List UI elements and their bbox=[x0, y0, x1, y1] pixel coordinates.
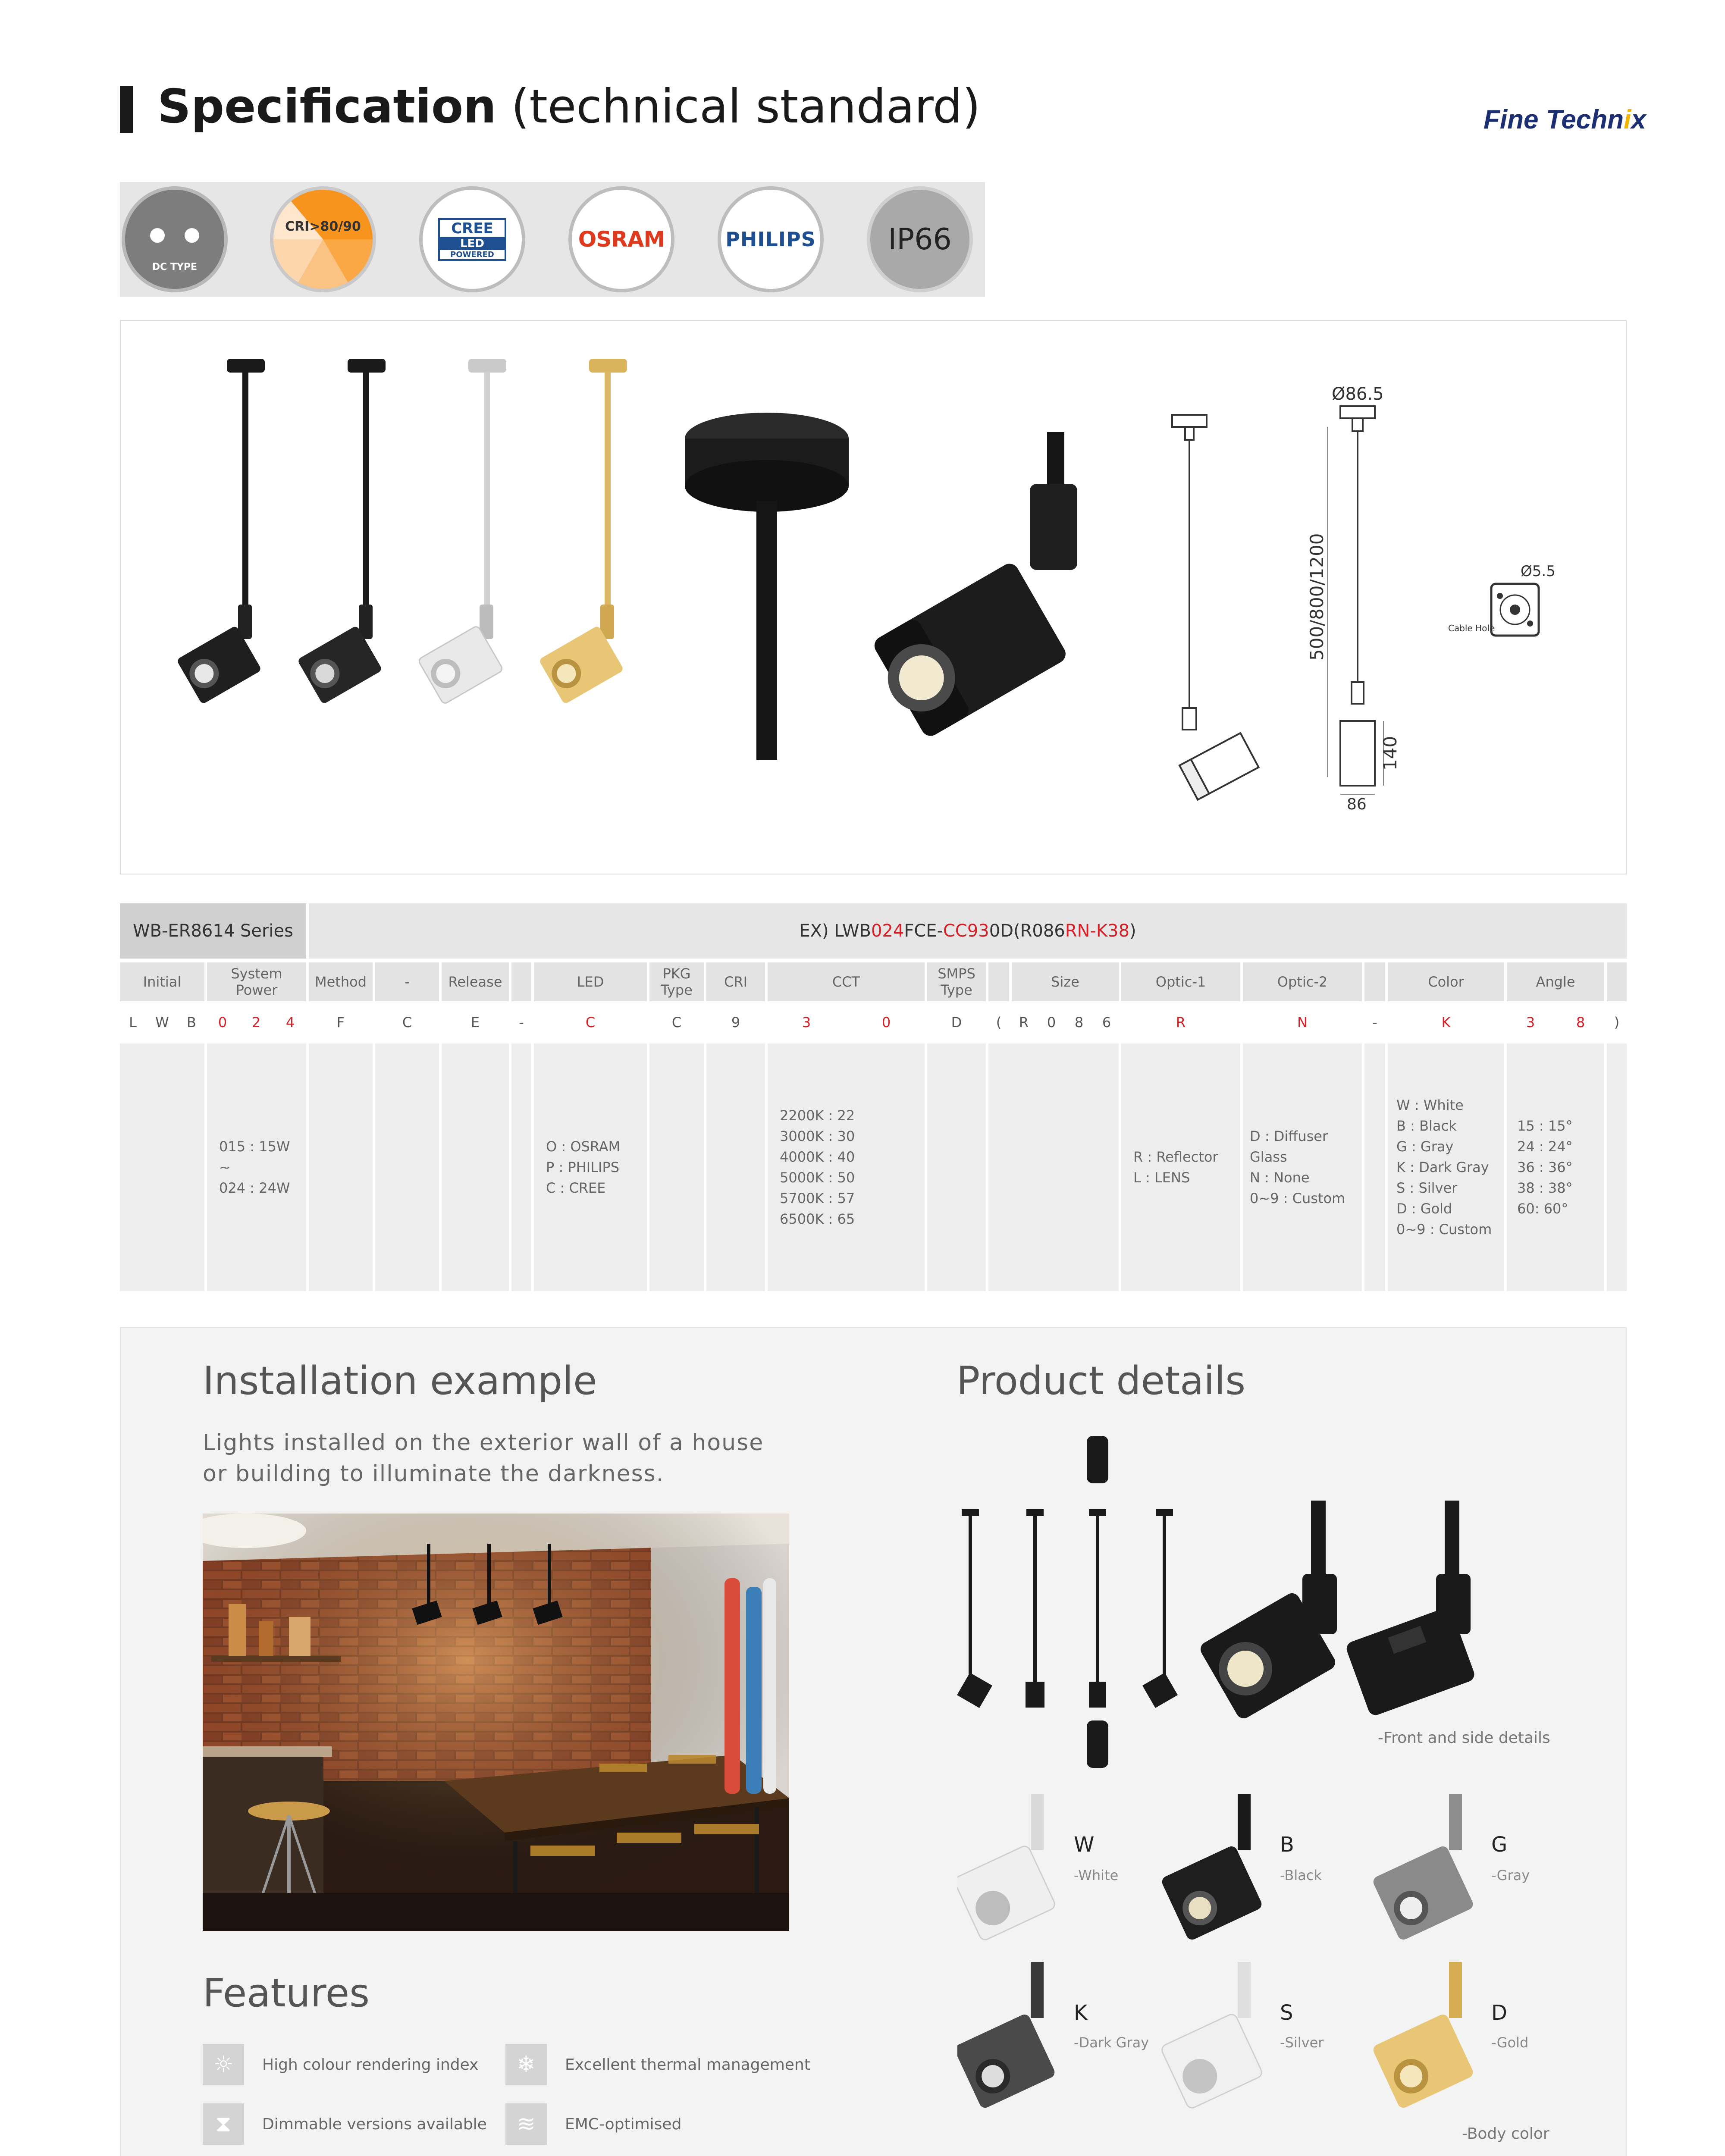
product-illustrations bbox=[120, 320, 1627, 874]
code-led: C bbox=[534, 1004, 647, 1041]
page-title: Specification (technical standard) bbox=[157, 80, 981, 134]
code-cri: 9 bbox=[706, 1004, 765, 1041]
head-silver bbox=[1160, 1962, 1264, 2110]
detail-pkg-type bbox=[649, 1044, 704, 1291]
color-letter-d: D bbox=[1491, 2001, 1507, 2025]
header-angle: Angle bbox=[1507, 962, 1604, 1001]
code-size-3: 8 bbox=[1067, 1004, 1091, 1041]
pendant-silver bbox=[418, 359, 506, 705]
code-pkg-type: C bbox=[649, 1004, 704, 1041]
code-initial-2: W bbox=[149, 1004, 175, 1041]
detail-release bbox=[442, 1044, 509, 1291]
brand-logo: Fine Technix bbox=[1484, 105, 1646, 135]
waveform-icon: ≋ bbox=[505, 2103, 547, 2145]
length-label: 500/800/1200 bbox=[1306, 533, 1327, 661]
color-name-s: -Silver bbox=[1280, 2034, 1324, 2051]
dimmer-icon: ⧗ bbox=[203, 2103, 244, 2145]
code-paren-close: ) bbox=[1607, 1004, 1627, 1041]
code-release: E bbox=[442, 1004, 509, 1041]
detail-optic-1: R : Reflector L : LENS bbox=[1121, 1044, 1240, 1291]
product-details-title: Product details bbox=[957, 1358, 1246, 1404]
title-accent-bar bbox=[120, 86, 133, 133]
head-black bbox=[1160, 1794, 1264, 1942]
header-release: Release bbox=[442, 962, 509, 1001]
code-size-4: 6 bbox=[1095, 1004, 1119, 1041]
line-drawing-side bbox=[1172, 415, 1259, 800]
header-initial: Initial bbox=[120, 962, 204, 1001]
ip66-badge: IP66 bbox=[867, 186, 973, 292]
base-plate-drawing bbox=[1491, 584, 1539, 636]
thermometer-icon: ❄ bbox=[505, 2044, 547, 2085]
head-gold bbox=[1371, 1962, 1475, 2110]
color-letter-w: W bbox=[1074, 1833, 1095, 1857]
hole-diameter-label: Ø5.5 bbox=[1521, 563, 1556, 580]
code-cct-1: 3 bbox=[768, 1004, 845, 1041]
certification-badges bbox=[120, 182, 985, 297]
header-led: LED bbox=[534, 962, 647, 1001]
header-smps-type: SMPS Type bbox=[927, 962, 986, 1001]
color-letter-b: B bbox=[1280, 1833, 1294, 1857]
installation-title: Installation example bbox=[203, 1358, 597, 1404]
feature-cri: ☼ High colour rendering index bbox=[203, 2044, 478, 2085]
code-initial-3: B bbox=[179, 1004, 204, 1041]
installation-description: Lights installed on the exterior wall of a house or building to illuminate the darkness. bbox=[203, 1430, 764, 1487]
code-separator-1: - bbox=[511, 1004, 531, 1041]
front-side-caption: -Front and side details bbox=[1378, 1729, 1550, 1747]
color-name-w: -White bbox=[1074, 1867, 1119, 1883]
code-paren-open: ( bbox=[988, 1004, 1009, 1041]
code-optic-1: R bbox=[1121, 1004, 1240, 1041]
code-dash: C bbox=[375, 1004, 439, 1041]
header-method: Method bbox=[309, 962, 373, 1001]
philips-badge: PHILIPS bbox=[718, 186, 824, 292]
feature-dimmable: ⧗ Dimmable versions available bbox=[203, 2103, 487, 2145]
series-name: WB-ER8614 Series bbox=[120, 903, 306, 959]
canopy-closeup bbox=[685, 413, 849, 760]
pendant-black-1 bbox=[176, 359, 265, 705]
detail-initial bbox=[120, 1044, 204, 1291]
body-color-caption: -Body color bbox=[1462, 2125, 1549, 2143]
detail-angle: 15 : 15° 24 : 24° 36 : 36° 38 : 38° 60: 60° bbox=[1507, 1044, 1604, 1291]
pendant-black-2 bbox=[297, 359, 386, 705]
dc-type-badge: DC TYPE bbox=[122, 186, 228, 292]
code-power-2: 2 bbox=[241, 1004, 272, 1041]
head-height-label: 140 bbox=[1380, 736, 1401, 771]
pendant-gold bbox=[539, 359, 627, 705]
head-gray bbox=[1371, 1794, 1475, 1942]
head-width-label: 86 bbox=[1347, 796, 1367, 813]
code-smps-type: D bbox=[927, 1004, 986, 1041]
detail-dash bbox=[375, 1044, 439, 1291]
code-size-2: 0 bbox=[1039, 1004, 1063, 1041]
code-method: F bbox=[309, 1004, 373, 1041]
header-size: Size bbox=[1012, 962, 1119, 1001]
detail-cri bbox=[706, 1044, 765, 1291]
feature-thermal: ❄ Excellent thermal management bbox=[505, 2044, 810, 2085]
cri-badge: CRI>80/90 bbox=[270, 186, 376, 292]
color-name-g: -Gray bbox=[1491, 1867, 1530, 1883]
detail-led: O : OSRAM P : PHILIPS C : CREE bbox=[534, 1044, 647, 1291]
color-name-b: -Black bbox=[1280, 1867, 1322, 1883]
detail-spacer-4 bbox=[1607, 1044, 1627, 1291]
detail-color: W : White B : Black G : Gray K : Dark Gray S : Silver D : Gold 0~9 : Custom bbox=[1388, 1044, 1504, 1291]
code-power-1: 0 bbox=[207, 1004, 238, 1041]
color-name-k: -Dark Gray bbox=[1074, 2034, 1149, 2051]
header-dash: - bbox=[375, 962, 439, 1001]
code-color: K bbox=[1388, 1004, 1504, 1041]
cable-hole-label: Cable Hole bbox=[1448, 623, 1495, 633]
installation-photo bbox=[203, 1514, 789, 1931]
color-name-d: -Gold bbox=[1491, 2034, 1529, 2051]
feature-emc: ≋ EMC-optimised bbox=[505, 2103, 681, 2145]
color-letter-g: G bbox=[1491, 1833, 1508, 1857]
header-system-power: System Power bbox=[207, 962, 306, 1001]
color-letter-s: S bbox=[1280, 2001, 1293, 2025]
order-code-example: EX) LWB 024 FCE- CC 93 0 D(R086 RN-K38 ) bbox=[309, 903, 1627, 959]
header-optic-1: Optic-1 bbox=[1121, 962, 1240, 1001]
code-angle-2: 8 bbox=[1557, 1004, 1604, 1041]
line-drawing-dimensioned bbox=[1327, 406, 1383, 794]
header-optic-2: Optic-2 bbox=[1243, 962, 1362, 1001]
detail-cct: 2200K : 22 3000K : 30 4000K : 40 5000K : 50 5700K : 57 6500K : 65 bbox=[768, 1044, 925, 1291]
head-dark-gray bbox=[957, 1962, 1057, 2110]
color-letter-k: K bbox=[1074, 2001, 1088, 2025]
code-separator-2: - bbox=[1364, 1004, 1385, 1041]
detail-smps-type bbox=[927, 1044, 986, 1291]
detail-spacer-3 bbox=[1364, 1044, 1385, 1291]
header-spacer-1 bbox=[511, 962, 531, 1001]
detail-size bbox=[988, 1044, 1119, 1291]
header-pkg-type: PKG Type bbox=[649, 962, 704, 1001]
detail-spacer-1 bbox=[511, 1044, 531, 1291]
header-cct: CCT bbox=[768, 962, 925, 1001]
header-cri: CRI bbox=[706, 962, 765, 1001]
head-closeup bbox=[864, 432, 1077, 743]
header-spacer-2 bbox=[988, 962, 1009, 1001]
top-diameter-label: Ø86.5 bbox=[1332, 384, 1384, 404]
cree-led-badge: CREE LED POWERED bbox=[419, 186, 525, 292]
code-angle-1: 3 bbox=[1507, 1004, 1554, 1041]
code-optic-2: N bbox=[1243, 1004, 1362, 1041]
header-spacer-3 bbox=[1364, 962, 1385, 1001]
detail-optic-2: D : Diffuser Glass N : None 0~9 : Custom bbox=[1243, 1044, 1362, 1291]
osram-badge: OSRAM bbox=[568, 186, 674, 292]
header-spacer-4 bbox=[1607, 962, 1627, 1001]
bulb-icon: ☼ bbox=[203, 2044, 244, 2085]
features-title: Features bbox=[203, 1971, 370, 2016]
code-power-3: 4 bbox=[274, 1004, 306, 1041]
detail-system-power: 015 : 15W ~ 024 : 24W bbox=[207, 1044, 306, 1291]
detail-method bbox=[309, 1044, 373, 1291]
code-initial-1: L bbox=[120, 1004, 146, 1041]
code-size-1: R bbox=[1012, 1004, 1036, 1041]
code-cct-2: 0 bbox=[848, 1004, 925, 1041]
head-white bbox=[957, 1794, 1057, 1942]
header-color: Color bbox=[1388, 962, 1504, 1001]
